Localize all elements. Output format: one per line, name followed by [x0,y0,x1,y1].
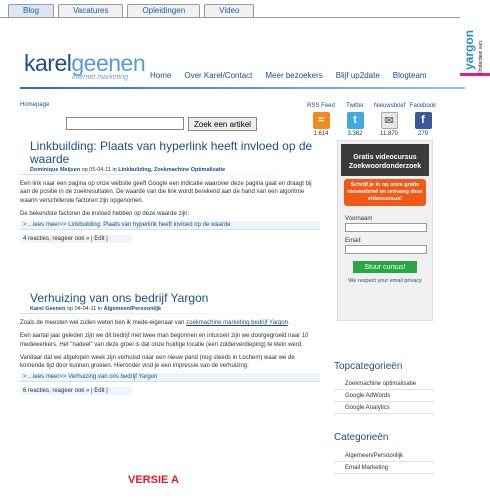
breadcrumb[interactable]: Homepage [20,102,50,108]
promo-offer: Schrijf je in op onze gratis nieuwsbrief en ontvang deze videocursus! [344,179,426,206]
twitter-count: 3.362 [347,131,363,137]
categories-list [334,450,434,474]
search-button[interactable]: Zoek een artikel [188,117,257,131]
post-title[interactable]: Linkbuilding: Plaats van hyperlink heeft invloed op de waarde [30,139,313,166]
tab-vacatures[interactable]: Vacatures [58,4,123,17]
main-nav [150,71,427,80]
newsletter-label: Nieuwsbrief [374,103,406,109]
rss-label: RSS Feed [307,103,335,109]
post-paragraph: Vandaar dat we afgelopen week zijn verhuisd naar een nieuw pand (nog steeds in Lochem) waar we de komende tijd door kunnen groeien. Hieronder vind je een impressie van de verhuizing: [20,354,295,370]
newsletter-count: 11.870 [380,131,398,137]
post-separator [20,313,320,314]
logo-part-geenen: geenen [71,50,146,76]
post-category[interactable]: Linkbuilding, Zoekmachine Optimalisatie [118,167,226,173]
top-categories-heading: Topcategorieën [334,361,403,372]
yargon-accent-bar [460,73,490,76]
facebook-label: Facebook [409,103,437,109]
list-item[interactable]: Zoekmachine optimalisatie [334,378,434,390]
social-newsletter[interactable] [374,103,404,137]
blog-post [20,292,320,395]
social-counters [306,103,438,137]
rss-count: 1.614 [313,131,329,137]
yargon-badge[interactable] [460,16,490,76]
send-course-button[interactable]: Stuur cursus! [353,261,417,273]
list-item[interactable]: Email Marketing [334,462,434,474]
logo-part-karel: karel [24,50,72,76]
post-paragraph [20,319,320,327]
post-separator [20,174,320,175]
post-author[interactable]: Karel Geenen [30,306,66,312]
post-date: op 04-04-11 [67,306,97,312]
newsletter-promo [337,140,433,321]
post-in-label: in [112,167,117,173]
social-twitter[interactable] [340,103,370,137]
top-divider [0,17,460,18]
top-categories-list [334,378,434,414]
reactions-link[interactable]: 6 reacties, reageer ook » | Edit | [20,387,132,395]
post-in-label: in [97,306,103,312]
list-item[interactable]: Algemeen/Persoonlijk [334,450,434,462]
nav-blogteam[interactable]: Blogteam [392,71,427,80]
tab-video[interactable]: Video [204,4,254,17]
tab-opleidingen[interactable]: Opleidingen [127,4,200,17]
post-paragraph: De bekendste factoren die invloed hebben op deze waarde zijn: [20,210,190,217]
search-input[interactable] [66,117,184,130]
yargon-link[interactable]: zoekmachine marketing bedrijf Yargon [186,320,288,326]
nav-home[interactable]: Home [150,71,172,80]
nav-meer-bezoekers[interactable]: Meer bezoekers [265,71,323,80]
post-category[interactable]: Algemeen/Persoonlijk [103,306,162,312]
post-text: . [287,320,290,326]
categories-heading: Categorieën [334,432,389,443]
social-facebook[interactable] [408,103,438,137]
post-title[interactable]: Verhuizing van ons bedrijf Yargon [30,291,209,305]
promo-title: Gratis videocursus Zoekwoordonderzoek [341,144,429,176]
top-tab-bar [8,4,254,17]
post-text: Zoals de meesten wel zullen weten ben ik mede-eigenaar van [20,320,187,326]
site-logo[interactable] [24,50,145,81]
post-date: op 05-04-11 [81,167,111,173]
list-item[interactable]: Google Analytics [334,402,434,414]
rss-icon: ≈ [313,112,330,129]
privacy-link[interactable]: We respect your email privacy [348,278,422,284]
facebook-icon: f [415,112,432,129]
social-rss[interactable] [306,103,336,137]
read-more-link[interactable]: > ...lees meer>> Linkbuilding: Plaats van hyperlink heeft invloed op de waarde [20,221,320,230]
search-bar [66,117,257,131]
post-meta [20,167,320,173]
twitter-label: Twitter [346,103,364,109]
yargon-tagline: Onderdeel van: [478,39,484,74]
post-paragraph: Een aantal jaar geleden zijn we dit bedrijf met twee man begonnen en intussen zijn we doorgegroeid naar 10 medewerkers. Het "nadeel" van deze groei is dat onze huidige locatie (een zolderverdieping) te klein werd. [20,333,309,348]
name-label: Voornaam [345,216,373,222]
nav-divider [20,87,465,89]
mail-icon: ✉ [381,112,398,129]
email-label: Email: [345,238,362,244]
facebook-count: 279 [417,131,428,137]
twitter-icon: t [347,112,364,129]
name-field[interactable] [345,223,427,232]
post-paragraph: Een link naar een pagina op onze website geeft Google een indicatie waarover deze pagina gaat en draagt bij aan de positie in de zoekresultaten. De waarde van die link wordt berekend aan de hand van een algoritme waarin verschillende factoren zijn opgenomen. [20,181,312,204]
post-author[interactable]: Dominique Meijsen [30,167,81,173]
tab-blog[interactable]: Blog [8,4,54,17]
logo-tagline: internet marketing [72,74,129,81]
blog-post [20,140,320,243]
read-more-link[interactable]: > ...lees meer>> Verhuizing van ons bedrijf Yargon [20,373,320,382]
nav-blijf-up2date[interactable]: Blijf up2date [335,71,380,80]
email-field[interactable] [345,245,427,254]
yargon-logo: yargon [462,29,476,70]
post-meta [20,306,320,312]
list-item[interactable]: Google AdWords [334,390,434,402]
reactions-link[interactable]: 4 reacties, reageer ook » | Edit | [20,235,132,243]
nav-over-karel[interactable]: Over Karel/Contact [184,71,253,80]
version-label: VERSIE A [128,474,179,486]
